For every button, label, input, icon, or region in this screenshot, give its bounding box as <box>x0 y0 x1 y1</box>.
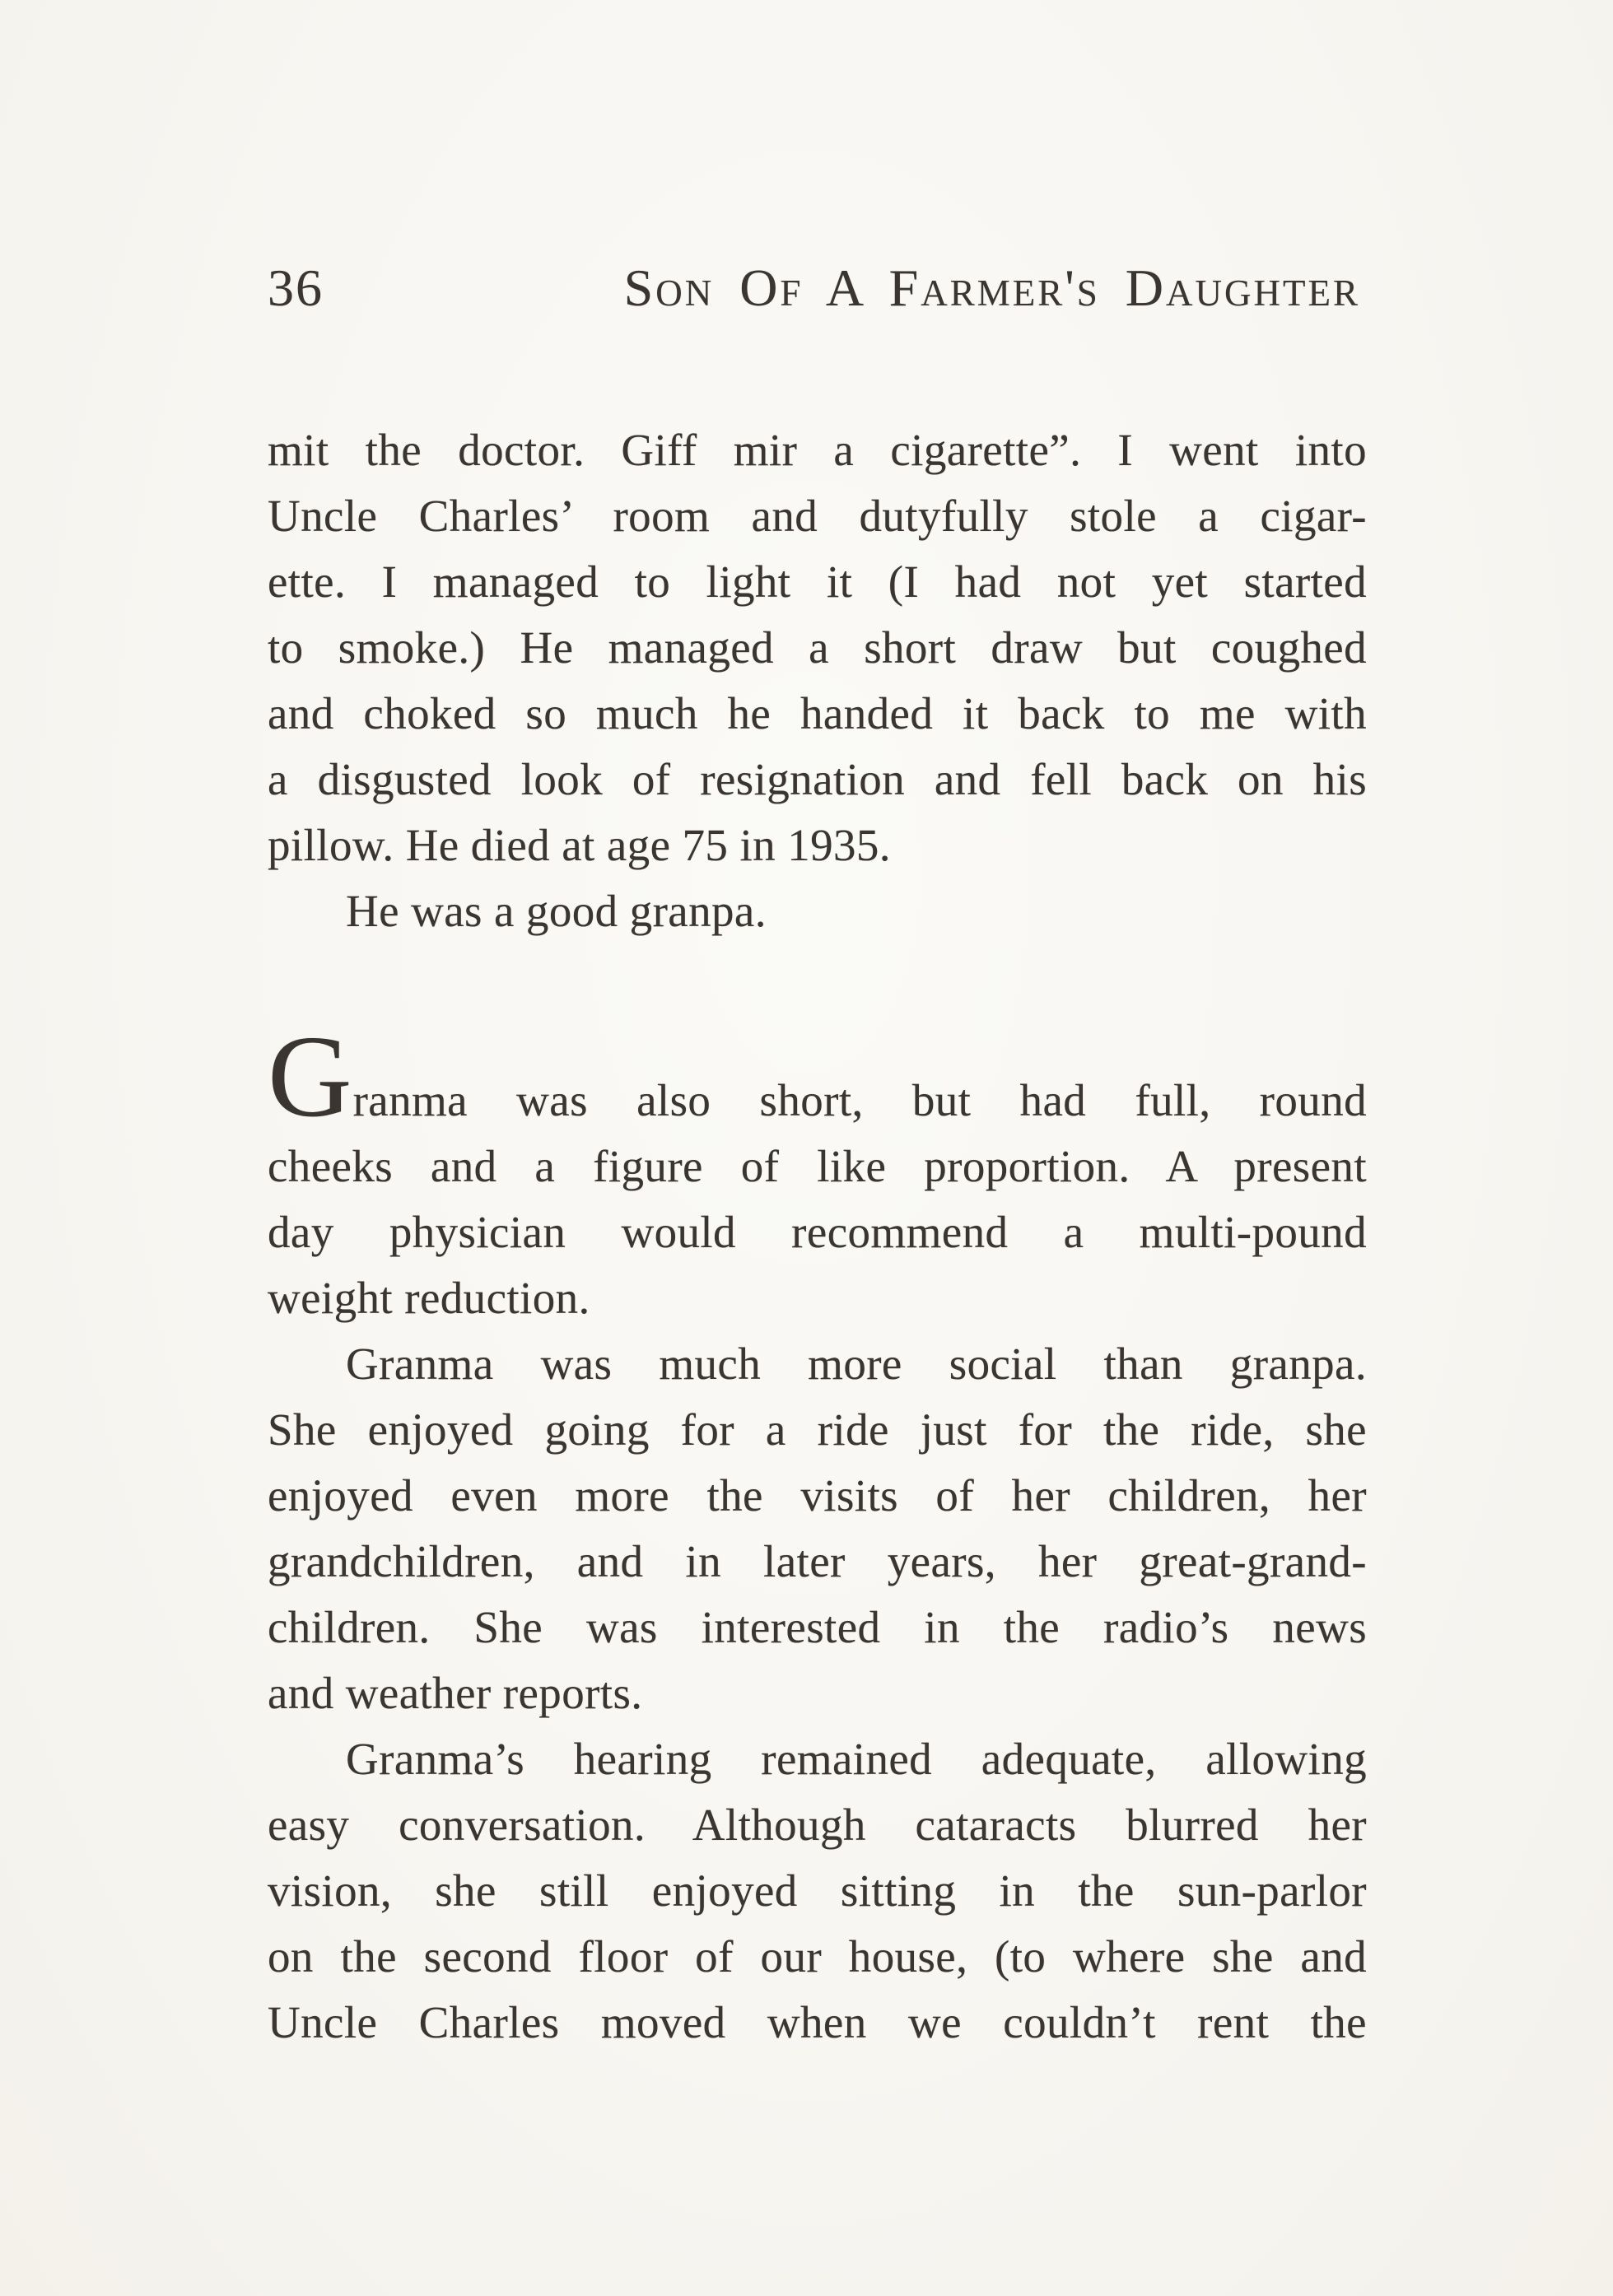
text-line: weight reduction. <box>268 1273 590 1323</box>
text-line: children. She was interested in the radio’s news <box>268 1602 1367 1652</box>
text-line: pillow. He died at age 75 in 1935. <box>268 820 891 870</box>
text-line-with-initial <box>268 1011 1367 1141</box>
text-line: to smoke.) He managed a short draw but coughed <box>268 622 1367 673</box>
page-content <box>268 258 1367 2056</box>
text-line: mit the doctor. Giff mir a cigarette”. I went into <box>268 425 1367 475</box>
page-number: 36 <box>268 258 324 317</box>
text-line: cheeks and a figure of like proportion. A present <box>268 1141 1367 1191</box>
paragraph-continued <box>268 417 1367 878</box>
paragraph-social <box>268 1331 1367 1726</box>
text-line: Granma’s hearing remained adequate, allowing <box>346 1734 1367 1784</box>
text-line: ette. I managed to light it (I had not yet started <box>268 557 1367 607</box>
text-line: Uncle Charles’ room and dutyfully stole a cigar- <box>268 491 1367 541</box>
text-line: Uncle Charles moved when we couldn’t rent the <box>268 1997 1367 2047</box>
text-line: She enjoyed going for a ride just for the ride, she <box>268 1404 1367 1455</box>
section-granma <box>268 1011 1367 1331</box>
text-line: on the second floor of our house, (to where she and <box>268 1931 1367 1982</box>
text-line: and weather reports. <box>268 1668 643 1718</box>
running-header <box>268 258 1367 317</box>
text-line: day physician would recommend a multi-pound <box>268 1207 1367 1257</box>
running-title: Son Of A Farmer's Daughter <box>623 258 1360 317</box>
initial-cap: G <box>268 1011 353 1141</box>
text-line: vision, she still enjoyed sitting in the sun-parlor <box>268 1865 1367 1916</box>
text-line: a disgusted look of resignation and fell back on his <box>268 754 1367 804</box>
text-line: and choked so much he handed it back to me with <box>268 688 1367 738</box>
paragraph-good-granpa <box>268 878 1367 944</box>
paragraph-hearing <box>268 1726 1367 2056</box>
text-line: grandchildren, and in later years, her great-grand- <box>268 1536 1367 1586</box>
text-line: easy conversation. Although cataracts blurred her <box>268 1800 1367 1850</box>
text-line: enjoyed even more the visits of her children, her <box>268 1470 1367 1521</box>
text-line: He was a good granpa. <box>346 886 767 936</box>
text-line: Granma was much more social than granpa. <box>346 1339 1367 1389</box>
text-line: ranma was also short, but had full, round <box>352 1075 1367 1125</box>
body-text <box>268 417 1367 2056</box>
